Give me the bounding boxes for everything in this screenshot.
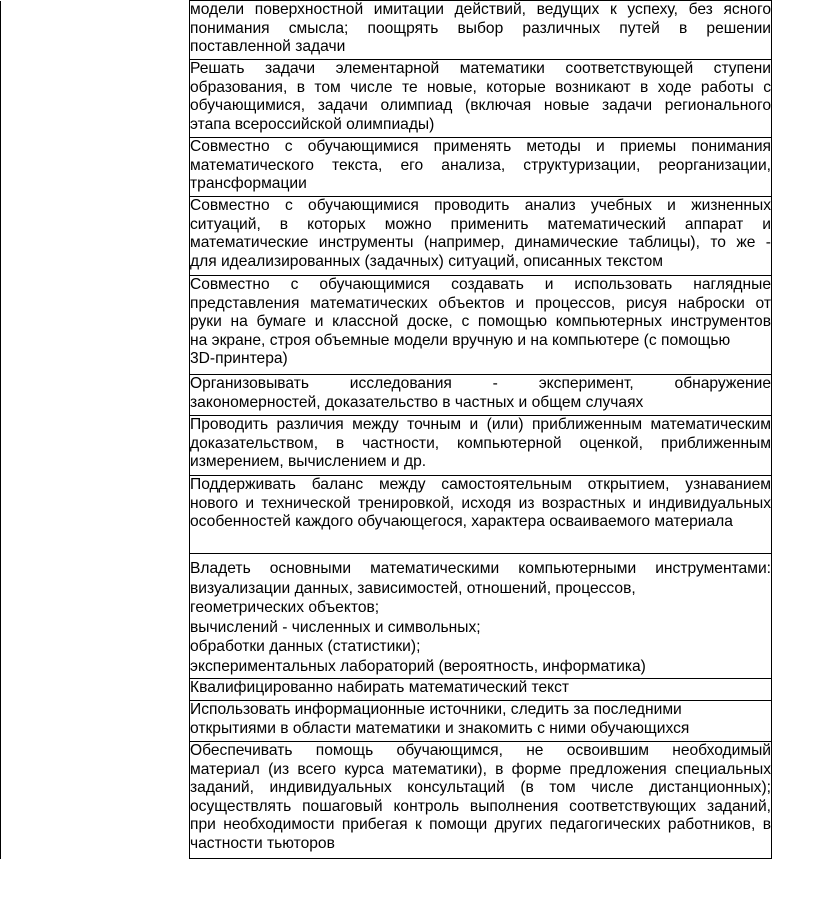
cell-line: Использовать информационные источники, следить за последними bbox=[190, 701, 682, 718]
table-cell bbox=[190, 476, 772, 554]
cell-line: частности тьюторов bbox=[190, 834, 335, 852]
cell-line: трансформации bbox=[190, 175, 307, 193]
cell-line: обучающимися, задачи олимпиад (включая новые задачи регионального bbox=[190, 97, 771, 115]
cell-line: экспериментальных лабораторий (вероятность, информатика) bbox=[190, 657, 646, 675]
cell-line: геометрических объектов; bbox=[190, 599, 380, 617]
cell-line: доказательством, в частности, компьютерной оценкой, приближенным bbox=[190, 434, 771, 452]
cell-line: представления математических объектов и процессов, рисуя наброски от bbox=[190, 294, 771, 312]
table-row bbox=[1, 1, 772, 60]
cell-line: осуществлять пошаговый контроль выполнения соответствующих заданий, bbox=[190, 797, 771, 815]
cell-line: образования, в том числе те новые, которые возникают в ходе работы с bbox=[190, 78, 771, 96]
cell-line: математического текста, его анализа, структуризации, реорганизации, bbox=[190, 156, 771, 174]
table-cell bbox=[190, 554, 772, 679]
cell-line: при необходимости прибегая к помощи других педагогических работников, в bbox=[190, 816, 771, 834]
table-cell bbox=[190, 679, 772, 701]
cell-line: измерением, вычислением и др. bbox=[190, 453, 427, 471]
cell-line: нового и технической тренировкой, исходя из возрастных и индивидуальных bbox=[190, 494, 771, 512]
cell-line: для идеализированных (задачных) ситуаций, описанных текстом bbox=[190, 252, 663, 270]
cell-line: особенностей каждого обучающегося, характера осваиваемого материала bbox=[190, 513, 733, 531]
cell-line: Квалифицированно набирать математический текст bbox=[190, 679, 570, 696]
cell-line: Проводить различия между точным и (или) приближенным математическим bbox=[190, 416, 771, 433]
cell-line: руки на бумаге и классной доске, с помощью компьютерных инструментов bbox=[190, 313, 771, 331]
cell-line: понимания смысла; поощрять выбор различных путей в решении bbox=[190, 19, 771, 37]
cell-line: этапа всероссийской олимпиады) bbox=[190, 115, 435, 133]
table-cell bbox=[190, 60, 772, 138]
cell-line: заданий, индивидуальных консультаций (в том числе дистанционных); bbox=[190, 779, 771, 797]
cell-line: поставленной задачи bbox=[190, 38, 346, 56]
table-cell bbox=[190, 276, 772, 375]
cell-line: обработки данных (статистики); bbox=[190, 638, 421, 656]
table-cell bbox=[190, 701, 772, 742]
table-body bbox=[1, 1, 772, 859]
cell-line: вычислений - численных и символьных; bbox=[190, 618, 481, 636]
cell-line: визуализации данных, зависимостей, отношений, процессов, bbox=[190, 579, 636, 597]
cell-line: Совместно с обучающимися применять методы и приемы понимания bbox=[190, 138, 771, 155]
cell-line: материал (из всего курса математики), в форме предложения специальных bbox=[190, 760, 771, 778]
table-cell bbox=[190, 138, 772, 197]
table-cell bbox=[190, 375, 772, 416]
cell-line: Решать задачи элементарной математики соответствующей ступени bbox=[190, 60, 771, 77]
cell-line: Владеть основными математическими компьютерными инструментами: bbox=[190, 560, 771, 577]
cell-line: 3D-принтера) bbox=[190, 350, 288, 368]
table-cell bbox=[190, 1, 772, 60]
table-cell bbox=[190, 416, 772, 476]
cell-line: модели поверхностной имитации действий, ведущих к успеху, без ясного bbox=[190, 1, 771, 18]
cell-line: на экране, строя объемные модели вручную и на компьютере (с помощью bbox=[190, 331, 731, 349]
table-cell bbox=[190, 197, 772, 276]
cell-line: открытиями в области математики и знакомить с ними обучающихся bbox=[190, 719, 690, 737]
cell-line: Обеспечивать помощь обучающимся, не освоившим необходимый bbox=[190, 742, 771, 759]
cell-line: Поддерживать баланс между самостоятельным открытием, узнаванием bbox=[190, 476, 771, 493]
cell-line: закономерностей, доказательство в частных и общем случаях bbox=[190, 393, 644, 411]
table-cell bbox=[190, 742, 772, 859]
left-empty-column bbox=[1, 1, 190, 859]
cell-line: ситуаций, в которых можно применить математический аппарат и bbox=[190, 215, 771, 233]
cell-line: Совместно с обучающимися проводить анализ учебных и жизненных bbox=[190, 197, 771, 214]
cell-line: Организовывать исследования - эксперимент, обнаружение bbox=[190, 375, 771, 392]
cell-line: Совместно с обучающимися создавать и использовать наглядные bbox=[190, 276, 771, 293]
cell-line: математические инструменты (например, динамические таблицы), то же - bbox=[190, 234, 771, 252]
